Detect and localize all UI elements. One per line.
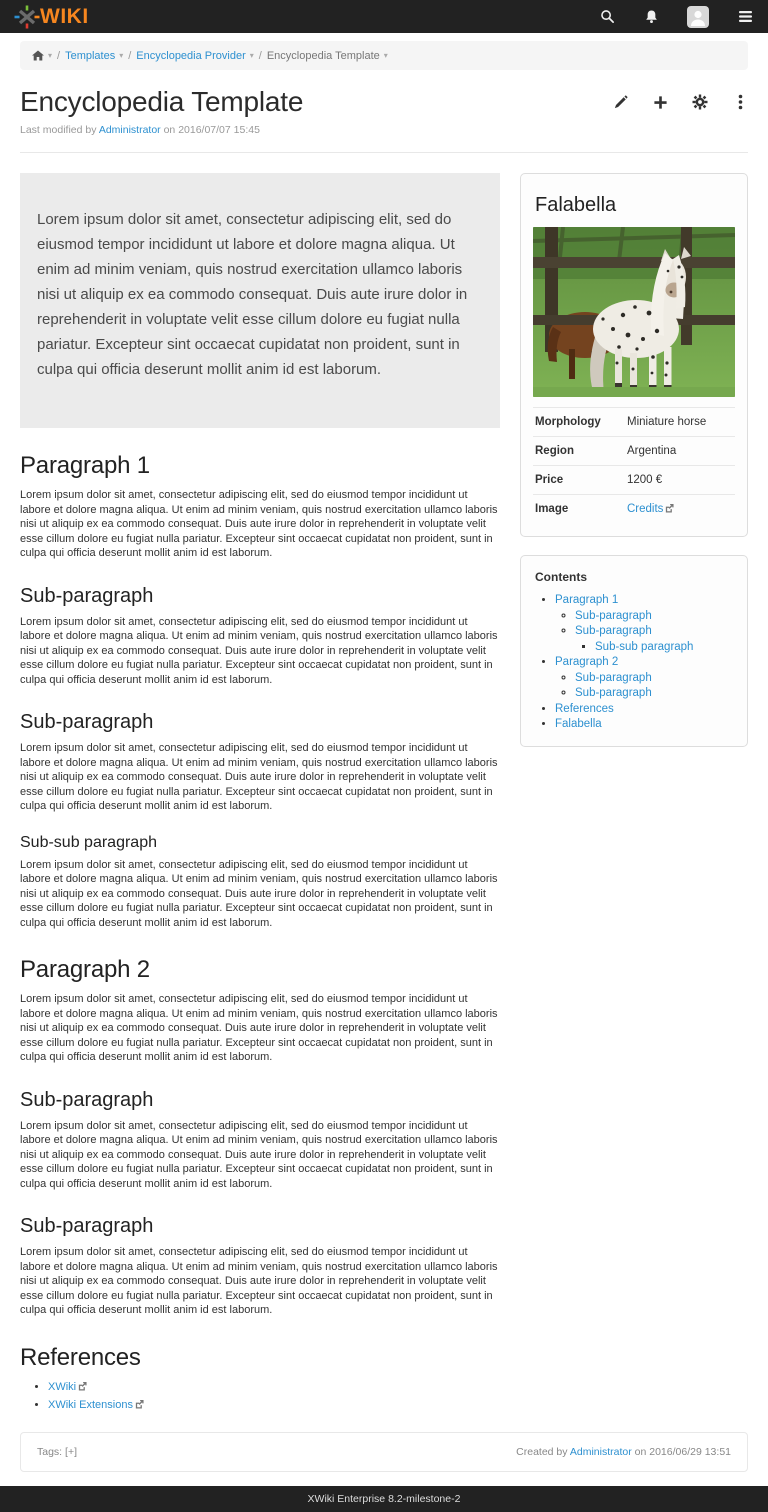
xwiki-x-icon: [14, 4, 40, 30]
external-link-icon: [665, 504, 674, 516]
version-bottom-bar: [0, 1486, 768, 1512]
info-label: Morphology: [535, 416, 601, 428]
info-value: 1200 €: [627, 474, 663, 486]
home-caret-icon[interactable]: ▾: [48, 51, 53, 60]
list-item: [48, 1380, 500, 1395]
info-value: Miniature horse: [627, 416, 707, 428]
breadcrumb-separator: /: [128, 49, 132, 62]
table-row: [533, 436, 735, 465]
section-heading-sub-paragraph: Sub-paragraph: [20, 1088, 154, 1111]
breadcrumb-item-templates[interactable]: Templates: [65, 49, 116, 62]
toc-link[interactable]: Paragraph 1: [555, 594, 619, 606]
tags-label: Tags:: [37, 1445, 63, 1458]
contents-panel: [520, 555, 748, 747]
edit-pencil-icon[interactable]: [612, 94, 628, 110]
notifications-bell-icon[interactable]: [642, 8, 660, 26]
external-link-icon: [78, 1381, 87, 1395]
section-body: Lorem ipsum dolor sit amet, consectetur adipiscing elit, sed do eiusmod tempor incididunt ut labore et dolore magna aliqua. Ut enim ad minim veniam, quis nostrud exercitation ullamco laboris nisi ut aliquip ex ea commodo consequat. Duis aute irure dolor in reprehenderit in voluptate velit esse cillum dolore eu fugiat nulla pariatur. Excepteur sint occaecat cupidatat non proident, sunt in culpa qui officia deserunt mollit anim id est laborum.: [20, 858, 498, 929]
section-heading-sub-paragraph: Sub-paragraph: [20, 584, 154, 607]
breadcrumb: [20, 41, 748, 70]
tags-area: [37, 1446, 77, 1458]
user-avatar[interactable]: [686, 5, 710, 29]
info-label: Price: [535, 474, 564, 486]
list-item: [575, 672, 735, 684]
document-footer: [20, 1432, 748, 1472]
page-title: Encyclopedia Template: [20, 86, 304, 117]
credits-link[interactable]: Credits: [627, 503, 664, 515]
version-label: XWiki Enterprise 8.2-milestone-2: [307, 1492, 461, 1505]
section-heading-paragraph-1: Paragraph 1: [20, 452, 150, 479]
home-icon[interactable]: [32, 50, 44, 61]
section-body: Lorem ipsum dolor sit amet, consectetur adipiscing elit, sed do eiusmod tempor incididunt ut labore et dolore magna aliqua. Ut enim ad minim veniam, quis nostrud exercitation ullamco laboris nisi ut aliquip ex ea commodo consequat. Duis aute irure dolor in reprehenderit in voluptate velit esse cillum dolore eu fugiat nulla pariatur. Excepteur sint occaecat cupidatat non proident, sunt in culpa qui officia deserunt mollit anim id est laborum.: [20, 1246, 498, 1316]
list-item: [575, 687, 735, 699]
section-body: Lorem ipsum dolor sit amet, consectetur adipiscing elit, sed do eiusmod tempor incididunt ut labore et dolore magna aliqua. Ut enim ad minim veniam, quis nostrud exercitation ullamco laboris nisi ut aliquip ex ea commodo consequat. Duis aute irure dolor in reprehenderit in voluptate velit esse cillum dolore eu fugiat nulla pariatur. Excepteur sint occaecat cupidatat non proident, sunt in culpa qui officia deserunt mollit anim id est laborum.: [20, 1119, 498, 1190]
contents-panel-title: Contents: [535, 570, 587, 584]
falabella-info-table: [533, 407, 735, 524]
search-icon[interactable]: [598, 8, 616, 26]
created-author-link[interactable]: Administrator: [569, 1445, 632, 1458]
toc-link[interactable]: Falabella: [555, 718, 602, 730]
breadcrumb-item-current: Encyclopedia Template: [266, 49, 380, 62]
list-item: [555, 718, 735, 730]
table-of-contents: [555, 594, 735, 730]
toc-link[interactable]: References: [555, 702, 614, 715]
reference-link-xwiki[interactable]: XWiki: [48, 1380, 77, 1393]
falabella-horse-photo: [533, 227, 735, 397]
created-meta: [516, 1446, 731, 1458]
toc-link[interactable]: Sub-paragraph: [575, 687, 652, 699]
region-link[interactable]: Argentina: [627, 445, 677, 457]
modified-author-link[interactable]: Administrator: [98, 124, 161, 136]
more-kebab-icon[interactable]: [732, 94, 748, 110]
breadcrumb-caret-icon[interactable]: ▾: [249, 51, 254, 60]
info-label: Image: [535, 503, 569, 515]
section-body: Lorem ipsum dolor sit amet, consectetur adipiscing elit, sed do eiusmod tempor incididunt ut labore et dolore magna aliqua. Ut enim ad minim veniam, quis nostrud exercitation ullamco laboris nisi ut aliquip ex ea commodo consequat. Duis aute irure dolor in reprehenderit in voluptate velit esse cillum dolore eu fugiat nulla pariatur. Excepteur sint occaecat cupidatat non proident, sunt in culpa qui officia deserunt mollit anim id est laborum.: [20, 742, 498, 812]
references-heading: References: [20, 1343, 141, 1371]
breadcrumb-caret-icon[interactable]: ▾: [383, 51, 388, 60]
xwiki-logo-text: WIKI: [40, 5, 89, 28]
create-plus-icon[interactable]: [652, 94, 668, 110]
settings-gear-icon[interactable]: [692, 94, 708, 110]
list-item: [595, 641, 735, 653]
list-item: [48, 1398, 500, 1413]
references-list: [48, 1380, 500, 1413]
toc-link[interactable]: Sub-paragraph: [575, 671, 652, 684]
toc-link[interactable]: Sub-paragraph: [575, 609, 652, 622]
created-prefix: Created by: [516, 1445, 568, 1458]
reference-link-xwiki-extensions[interactable]: XWiki Extensions: [48, 1398, 133, 1411]
intro-summary-box: Lorem ipsum dolor sit amet, consectetur adipiscing elit, sed do eiusmod tempor incididunt ut labore et dolore magna aliqua. Ut enim ad minim veniam, quis nostrud exercitation ullamco laboris nisi ut aliquip ex ea commodo consequat. Duis aute irure dolor in reprehenderit in voluptate velit esse cillum dolore eu fugiat nulla pariatur. Excepteur sint occaecat cupidatat non proident, sunt in culpa qui officia deserunt mollit anim id est laborum.: [20, 173, 500, 428]
toc-link[interactable]: Sub-paragraph: [575, 625, 652, 637]
breadcrumb-separator: /: [258, 49, 262, 62]
section-body: Lorem ipsum dolor sit amet, consectetur adipiscing elit, sed do eiusmod tempor incididunt ut labore et dolore magna aliqua. Ut enim ad minim veniam, quis nostrud exercitation ullamco laboris nisi ut aliquip ex ea commodo consequat. Duis aute irure dolor in reprehenderit in voluptate velit esse cillum dolore eu fugiat nulla pariatur. Excepteur sint occaecat cupidatat non proident, sunt in culpa qui officia deserunt mollit anim id est laborum.: [20, 615, 498, 686]
breadcrumb-caret-icon[interactable]: ▾: [119, 51, 124, 60]
breadcrumb-item-encyclopedia-provider[interactable]: Encyclopedia Provider: [136, 49, 246, 62]
toc-link[interactable]: Sub-sub paragraph: [595, 640, 694, 653]
hamburger-menu-icon[interactable]: [736, 8, 754, 26]
xwiki-logo[interactable]: [14, 4, 89, 30]
falabella-panel-title: Falabella: [535, 194, 617, 216]
list-item: [555, 594, 735, 653]
section-body: Lorem ipsum dolor sit amet, consectetur adipiscing elit, sed do eiusmod tempor incididunt ut labore et dolore magna aliqua. Ut enim ad minim veniam, quis nostrud exercitation ullamco laboris nisi ut aliquip ex ea commodo consequat. Duis aute irure dolor in reprehenderit in voluptate velit esse cillum dolore eu fugiat nulla pariatur. Excepteur sint occaecat cupidatat non proident, sunt in culpa qui officia deserunt mollit anim id est laborum.: [20, 993, 498, 1063]
list-item: [575, 625, 735, 653]
created-suffix: on 2016/06/29 13:51: [634, 1445, 731, 1458]
section-body: Lorem ipsum dolor sit amet, consectetur adipiscing elit, sed do eiusmod tempor incididunt ut labore et dolore magna aliqua. Ut enim ad minim veniam, quis nostrud exercitation ullamco laboris nisi ut aliquip ex ea commodo consequat. Duis aute irure dolor in reprehenderit in voluptate velit esse cillum dolore eu fugiat nulla pariatur. Excepteur sint occaecat cupidatat non proident, sunt in culpa qui officia deserunt mollit anim id est laborum.: [20, 489, 498, 559]
modified-prefix: Last modified by: [20, 124, 97, 136]
add-tag-button[interactable]: [+]: [65, 1445, 77, 1458]
external-link-icon: [135, 1399, 144, 1413]
list-item: [555, 656, 735, 699]
modified-suffix: on 2016/07/07 15:45: [163, 124, 260, 136]
falabella-info-panel: [520, 173, 748, 537]
toc-link[interactable]: Paragraph 2: [555, 656, 619, 668]
last-modified-meta: [0, 118, 768, 136]
section-heading-sub-paragraph: Sub-paragraph: [20, 711, 154, 733]
info-label: Region: [535, 445, 574, 457]
breadcrumb-separator: /: [57, 49, 61, 62]
section-heading-sub-paragraph: Sub-paragraph: [20, 1215, 154, 1237]
list-item: [575, 610, 735, 622]
table-row: [533, 465, 735, 494]
table-row: [533, 494, 735, 524]
section-heading-paragraph-2: Paragraph 2: [20, 956, 150, 983]
table-row: [533, 407, 735, 436]
top-navbar: [0, 0, 768, 33]
list-item: [555, 703, 735, 715]
section-heading-sub-sub-paragraph: Sub-sub paragraph: [20, 833, 157, 851]
